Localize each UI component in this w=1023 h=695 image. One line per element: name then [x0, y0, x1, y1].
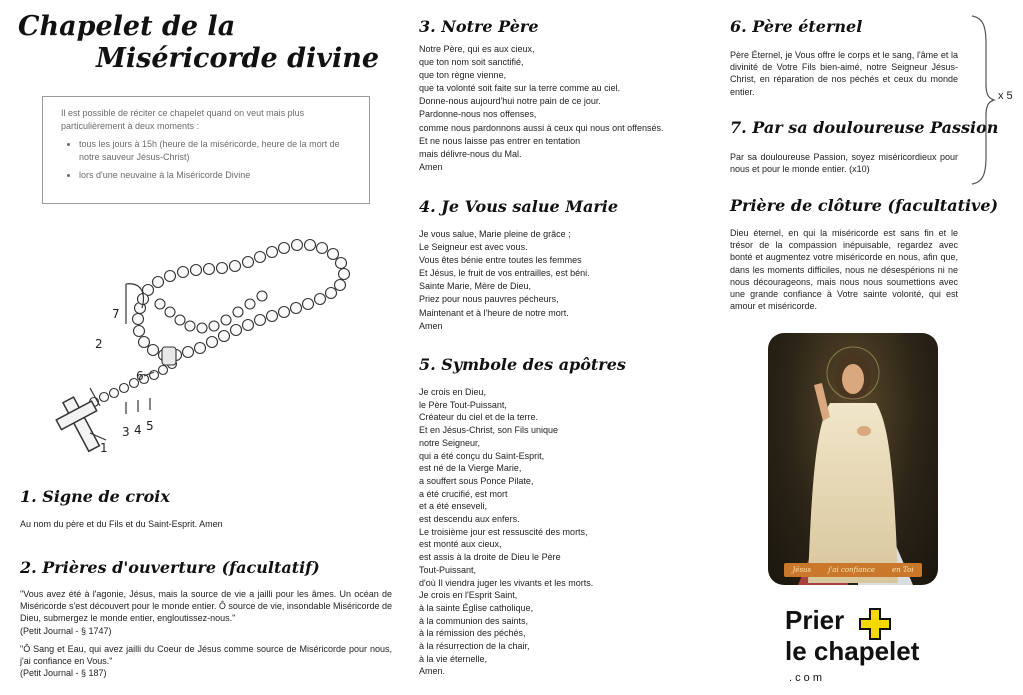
- closing-text: Dieu éternel, en qui la miséricorde est sans fin et le trésor de la compassion inépuisable, regardez avec bonté et augmentez votre miséricorde en nous, afin que, dans les moments difficiles, nous ne désespérions ni ne nous décourageons, mais nous nous soumettions avec une grande confiance à Votre sainte volonté, qui est amour et miséricorde.: [730, 228, 958, 312]
- credo-line: a souffert sous Ponce Pilate,: [419, 475, 534, 486]
- rosary-diagram: [30, 212, 380, 472]
- intro-box: [42, 96, 370, 204]
- credo-line: à la communion des saints,: [419, 615, 529, 626]
- divine-mercy-image: [768, 333, 938, 585]
- intro-text: Il est possible de réciter ce chapelet quand on veut mais plus particulièrement à deux moments :: [61, 108, 305, 131]
- jesus-figure: [768, 333, 938, 585]
- credo-line: à la rémission des péchés,: [419, 628, 526, 639]
- intro-item-1: • tous les jours à 15h (heure de la miséricorde, heure de la mort de notre sauveur Jésus-Christ): [79, 138, 351, 163]
- section-6-text: Père Éternel, je Vous offre le corps et le sang, l'âme et la divinité de Votre Fils bien-aimé, notre Seigneur Jésus-Christ, en réparation de nos péchés et ceux du monde entier.: [730, 50, 958, 97]
- diagram-label-4: 4: [134, 423, 142, 437]
- ave-maria-line: Sainte Marie, Mère de Dieu,: [419, 281, 532, 292]
- credo-line: est monté aux cieux,: [419, 539, 502, 550]
- ave-maria-line: Je vous salue, Marie pleine de grâce ;: [419, 229, 571, 239]
- credo-line: Amen.: [419, 666, 446, 677]
- section-6-title: 6. Père éternel: [730, 17, 863, 36]
- diagram-label-1: 1: [100, 441, 108, 455]
- repeat-label: x 5: [998, 90, 1013, 102]
- diagram-label-2: 2: [95, 337, 103, 351]
- section-5-title: 5. Symbole des apôtres: [419, 355, 626, 374]
- notre-pere-line: Notre Père, qui es aux cieux,: [419, 44, 535, 54]
- rosary-loop-beads: [133, 240, 350, 361]
- section-7-text: Par sa douloureuse Passion, soyez miséricordieux pour nous et pour le monde entier. (x10): [730, 152, 958, 175]
- notre-pere-line: comme nous pardonnons aussi à ceux qui nous ont offensés.: [419, 122, 664, 133]
- credo-line: à la résurrection de la chair,: [419, 641, 530, 652]
- ave-maria-line: Le Seigneur est avec vous.: [419, 242, 528, 253]
- credo-line: qui a été conçu du Saint-Esprit,: [419, 450, 545, 461]
- notre-pere-line: Amen: [419, 161, 443, 172]
- banner-word: en Toi: [891, 566, 914, 574]
- credo-line: Le troisième jour est ressuscité des morts,: [419, 526, 588, 537]
- section-2-title: 2. Prières d'ouverture (facultatif): [20, 558, 320, 577]
- credo-line: est descendu aux enfers.: [419, 514, 520, 525]
- ave-maria-line: Priez pour nous pauvres pécheurs,: [419, 294, 559, 305]
- credo-line: Je crois en Dieu,: [419, 387, 487, 397]
- repeat-brace: [968, 14, 998, 186]
- banner-word: j'ai confiance: [828, 566, 875, 574]
- logo-line-3: . c o m: [789, 672, 823, 684]
- logo-line-2: le chapelet: [785, 636, 920, 666]
- opening-prayer-1: "Vous avez été à l'agonie, Jésus, mais la source de vie a jailli pour les âmes. Un océan de Miséricorde s'est découvert pour le monde entier. Ô source de vie, insondable Miséricorde de Dieu, submergez le monde entier, engloutissez-nous.": [20, 589, 392, 624]
- credo-line: d'où Il viendra juger les vivants et les morts.: [419, 577, 594, 588]
- opening-prayer-2: "Ô Sang et Eau, qui avez jailli du Coeur de Jésus comme source de Miséricorde pour nous, j'ai confiance en Vous.": [20, 643, 392, 667]
- credo-line: est né de la Vierge Marie,: [419, 463, 522, 474]
- closing-title: Prière de clôture (facultative): [730, 196, 999, 215]
- section-7-title: 7. Par sa douloureuse Passion: [730, 118, 999, 137]
- credo-line: Tout-Puissant,: [419, 564, 477, 575]
- intro-list: [61, 138, 351, 182]
- logo: [785, 606, 945, 692]
- title-line-1: Chapelet de la: [18, 11, 236, 42]
- section-5-text: [419, 386, 593, 678]
- image-banner: [784, 563, 922, 577]
- diagram-label-6: 6: [136, 369, 144, 383]
- rosary-medal: [162, 347, 176, 365]
- diagram-label-7: 7: [112, 307, 120, 321]
- credo-line: notre Seigneur,: [419, 437, 481, 448]
- section-3-text: [419, 43, 664, 174]
- rosary-pendant-beads: [90, 360, 177, 407]
- ave-maria-line: Maintenant et à l'heure de notre mort.: [419, 307, 569, 318]
- opening-prayer-1-ref: (Petit Journal - § 1747): [20, 625, 112, 636]
- notre-pere-line: Donne-nous aujourd'hui notre pain de ce jour.: [419, 96, 601, 107]
- notre-pere-line: que ton nom soit sanctifié,: [419, 57, 524, 68]
- section-4-text: [419, 228, 590, 333]
- credo-line: Et en Jésus-Christ, son Fils unique: [419, 425, 559, 436]
- section-2-body: [20, 588, 392, 679]
- section-3-title: 3. Notre Père: [419, 17, 539, 36]
- ave-maria-line: Amen: [419, 320, 443, 331]
- diagram-label-3: 3: [122, 425, 130, 439]
- page-title: [18, 11, 380, 75]
- ave-maria-line: Vous êtes bénie entre toutes les femmes: [419, 255, 582, 266]
- credo-line: à la vie éternelle,: [419, 653, 488, 664]
- opening-prayer-2-ref: (Petit Journal - § 187): [20, 668, 107, 679]
- credo-line: le Père Tout-Puissant,: [419, 399, 507, 410]
- section-1-text: Au nom du père et du Fils et du Saint-Esprit. Amen: [20, 519, 223, 529]
- notre-pere-line: que ta volonté soit faite sur la terre comme au ciel.: [419, 83, 621, 94]
- section-1-title: 1. Signe de croix: [20, 487, 170, 506]
- credo-line: est assis à la droite de Dieu le Père: [419, 552, 561, 563]
- title-line-2: Miséricorde divine: [96, 43, 380, 74]
- diagram-label-5: 5: [146, 419, 154, 433]
- banner-word: Jésus: [792, 566, 812, 574]
- credo-line: Créateur du ciel et de la terre.: [419, 412, 539, 423]
- notre-pere-line: mais délivre-nous du Mal.: [419, 148, 522, 159]
- credo-line: a été crucifié, est mort: [419, 488, 508, 499]
- section-4-title: 4. Je Vous salue Marie: [419, 197, 619, 216]
- credo-line: et a été enseveli,: [419, 501, 488, 512]
- ave-maria-line: Et Jésus, le fruit de vos entrailles, est béni.: [419, 268, 590, 279]
- credo-line: Je crois en l'Esprit Saint,: [419, 590, 518, 601]
- notre-pere-line: Et ne nous laisse pas entrer en tentation: [419, 135, 581, 146]
- notre-pere-line: que ton règne vienne,: [419, 70, 507, 81]
- notre-pere-line: Pardonne-nous nos offenses,: [419, 109, 537, 120]
- logo-line-1: Prier: [785, 605, 845, 635]
- intro-item-2: • lors d'une neuvaine à la Miséricorde Divine: [79, 169, 351, 182]
- credo-line: à la sainte Église catholique,: [419, 602, 534, 613]
